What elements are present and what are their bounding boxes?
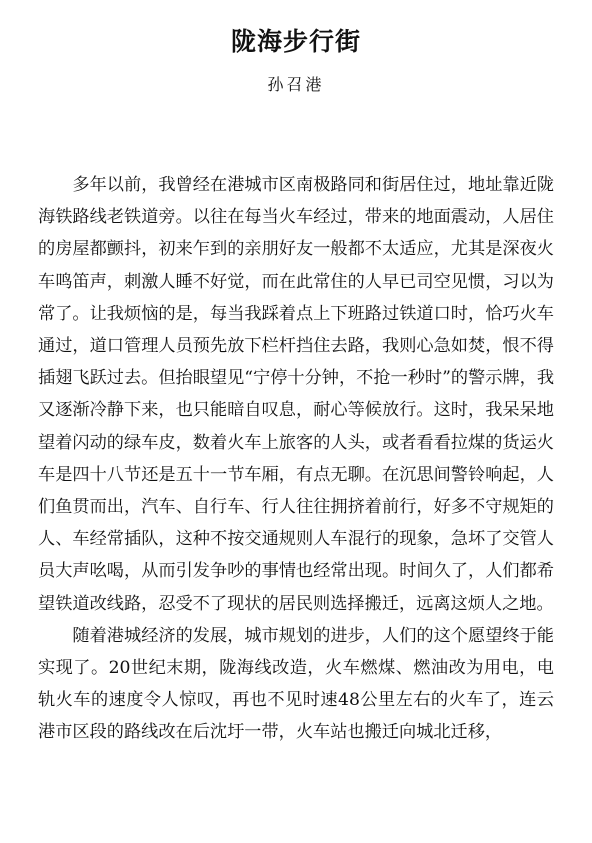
paragraph-1: 多年以前，我曾经在港城市区南极路同和街居住过，地址靠近陇海铁路线老铁道旁。以往在每当火车经过，带来的地面震动，人居住的房屋都颤抖，初来乍到的亲朋好友一般都不太适应，尤其是深夜火车鸣笛声，刺激人睡不好觉，而在此常住的人早已司空见惯，习以为常了。让我烦恼的是，每当我踩着点上下班路过铁道口时，恰巧火车通过，道口管理人员预先放下栏杆挡住去路，我则心急如焚，恨不得插翅飞跃过去。但抬眼望见“宁停十分钟，不抢一秒时”的警示牌，我又逐渐冷静下来，也只能暗自叹息，耐心等候放行。这时，我呆呆地望着闪动的绿车皮，数着火车上旅客的人头，或者看看拉煤的货运火车是四十八节还是五十一节车厢，有点无聊。在沉思间警铃响起，人们鱼贯而出，汽车、自行车、行人往往拥挤着前行，好多不守规矩的人、车经常插队，这种不按交通规则人车混行的现象，急坏了交管人员大声吆喝，从而引发争吵的事情也经常出现。时间久了，人们都希望铁道改线路，忍受不了现状的居民则选择搬迁，远离这烦人之地。 <box>38 175 555 614</box>
article-title: 陇海步行街 <box>230 27 361 56</box>
article-author: 孙召港 <box>267 75 325 94</box>
paragraph-2: 随着港城经济的发展，城市规划的进步，人们的这个愿望终于能实现了。20世纪末期，陇海线改造，火车燃煤、燃油改为用电，电轨火车的速度令人惊叹，再也不见时速48公里左右的火车了，连云港市区段的路线改在后沈圩一带，火车站也搬迁向城北迁移， <box>38 625 554 743</box>
article-body <box>38 169 554 749</box>
